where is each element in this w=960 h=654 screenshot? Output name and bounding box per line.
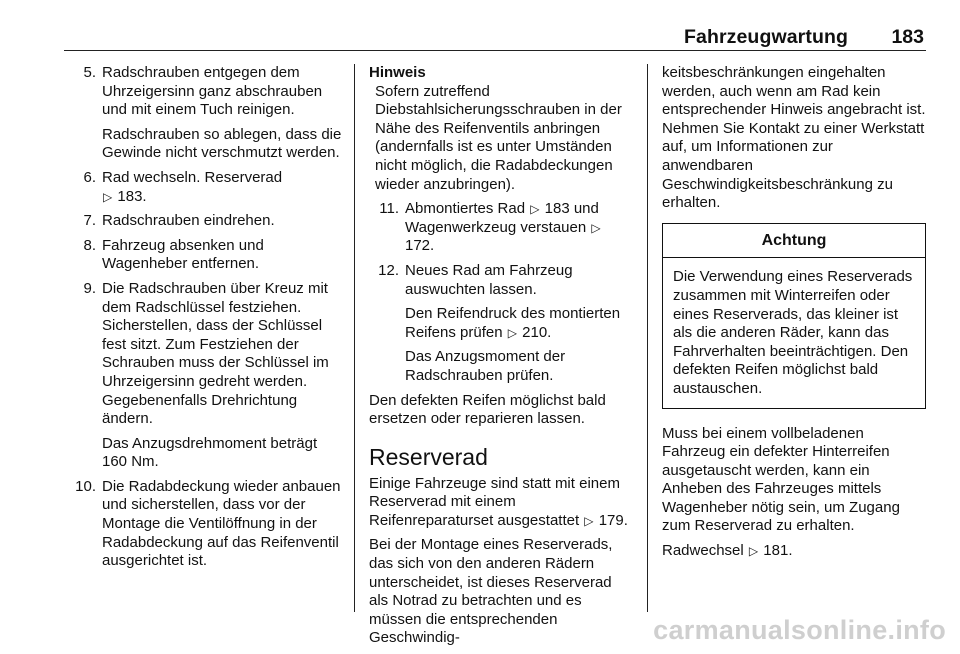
reserverad-paragraph [369,475,634,531]
triangle-right-xref-icon: ▷ [507,325,517,340]
step-number: 6. [83,168,96,186]
hinweis-label: Hinweis [369,64,426,81]
column-divider [354,64,355,612]
step-number: 7. [83,212,96,230]
page-reference-link[interactable]: 181. [763,542,793,560]
step-number: 8. [83,236,96,254]
page-reference-link[interactable]: 179. [598,511,628,529]
triangle-right-xref-icon: ▷ [584,513,594,528]
step-text: Die Radschrauben über Kreuz mit dem Radschlüssel festziehen. Sicherstellen, dass der Schlüssel fest sitzt. Zum Festziehen der Schrauben muss der Schlüssel im Uhrzeigersinn gedreht werden. Gegebenenfalls Drehrichtung ändern. [102,279,329,428]
step-9 [66,280,342,472]
triangle-right-xref-icon: ▷ [748,544,759,559]
step-text: Abmontiertes Rad [405,200,526,218]
step-6 [66,169,342,206]
step-subtext: Das Anzugsdrehmoment beträgt 160 Nm. [102,434,318,471]
defect-paragraph: Den defekten Reifen möglichst bald ersetzen oder reparieren lassen. [369,391,606,428]
step-text: Die Radabdeckung wieder anbauen und sicherstellen, dass vor der Montage die Ventilöffnung in der Radabdeckung auf das Reifenventil ausgerichtet ist. [102,477,341,570]
step-text: Radschrauben eindrehen. [102,212,275,230]
step-text: und Wagenwerkzeug verstauen [405,200,599,236]
step-text: Radschrauben entgegen dem Uhrzeigersinn ganz abschrauben und mit einem Tuch reinigen. [102,64,323,119]
warning-text: Die Verwendung eines Reserverads zusammen mit Winterreifen oder eines Reserverads, das kleiner ist als die anderen Räder, kann das Fahrverhalten beeinträchtigen. Den defekten Reifen möglichst bald austauschen. [673,268,913,397]
step-10 [66,478,342,571]
column-2 [369,64,634,654]
step-text: Neues Rad am Fahrzeug auswuchten lassen. [405,261,573,298]
column-3 [662,64,926,567]
triangle-right-xref-icon: ▷ [103,189,113,204]
section-heading: Reserverad [369,443,488,470]
step-subtext: Radschrauben so ablegen, dass die Gewinde nicht verschmutzt werden. [102,125,342,162]
column-divider [647,64,648,612]
page-reference-link[interactable]: 183 [544,200,570,218]
step-number: 10. [75,477,96,495]
step-number: 11. [379,200,399,218]
watermark: carmanualsonline.info [653,615,946,646]
step-11 [369,200,634,256]
page-reference-link[interactable]: 210. [522,323,552,341]
page-reference-link[interactable]: 183. [117,187,147,205]
full-load-paragraph: Muss bei einem vollbeladenen Fahrzeug ein defekter Hinterreifen ausgetauscht werden, kann ein Anheben des Fahrzeuges mittels Wagenheber nötig sein, um Zugang zum Reserverad zu erhalten. [662,424,900,535]
page-number: 183 [891,26,924,48]
step-8 [66,237,342,274]
page-title: Fahrzeugwartung [683,26,848,48]
radwechsel-reference [662,542,926,561]
page-reference-link[interactable]: 172. [405,237,435,255]
step-text: Rad wechseln. Reserverad [102,168,283,186]
step-number: 12. [378,261,399,279]
step-number: 5. [83,64,96,81]
step-12 [369,262,634,386]
step-subtext: Das Anzugsmoment der Radschrauben prüfen. [405,348,566,384]
page-header [64,20,926,51]
step-subtext-body: Den Reifendruck des montierten Reifens prüfen [405,305,621,341]
montage-paragraph: Bei der Montage eines Reserverads, das sich von den anderen Rädern unterscheidet, ist dieses Reserverad als Notrad zu betrachten und es müssen die entsprechenden Geschwindig- [369,536,613,647]
column-1 [66,64,342,577]
continued-paragraph: keitsbeschränkungen eingehalten werden, auch wenn am Rad kein entsprechender Hinweis angebracht ist. Nehmen Sie Kontakt zu einer Werkstatt auf, um Informationen zur anwendbaren Geschwindigkeitsbeschränkung zu erhalten. [662,64,926,212]
step-5 [66,64,342,163]
warning-box [662,223,926,409]
hinweis-text: Sofern zutreffend Diebstahlsicherungsschrauben in der Nähe des Reifenventils anbringen (andernfalls ist es unter Umständen nicht möglich, die Radabdeckungen wieder anzubringen). [375,82,622,193]
paragraph-text: Einige Fahrzeuge sind statt mit einem Reserverad mit einem Reifenreparaturset ausgestattet [369,474,620,529]
paragraph-text: Radwechsel [662,542,744,560]
step-number: 9. [83,279,96,297]
triangle-right-xref-icon: ▷ [530,202,540,217]
step-text: Fahrzeug absenken und Wagenheber entfernen. [102,236,264,273]
triangle-right-xref-icon: ▷ [591,220,601,235]
warning-title: Achtung [663,224,925,259]
step-7 [66,212,342,231]
step-subtext [405,305,634,342]
